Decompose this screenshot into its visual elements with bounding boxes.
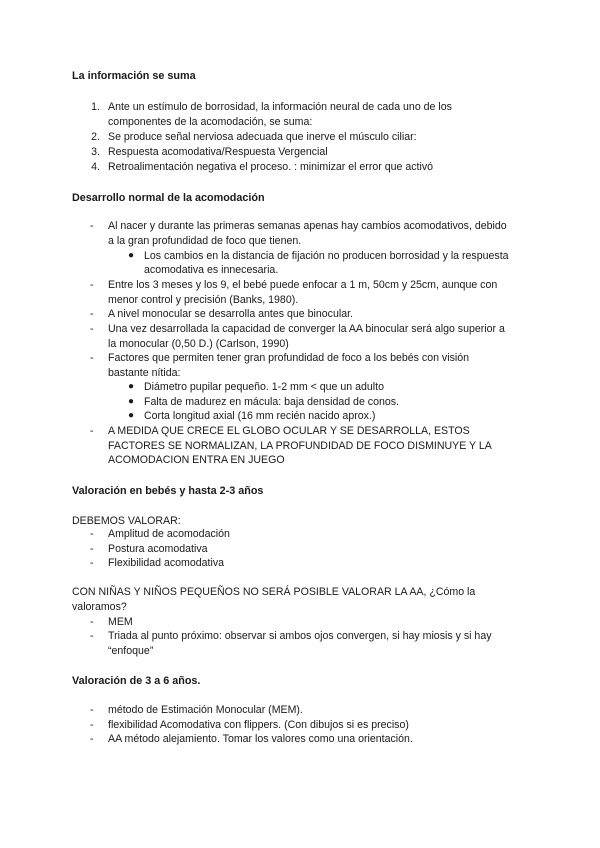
- section-heading-desarrollo: Desarrollo normal de la acomodación: [72, 192, 265, 204]
- intro-text: DEBEMOS VALORAR:: [72, 515, 181, 527]
- document-page: La información se suma 1. Ante un estímulo de borrosidad, la información neural de cada uno de los componentes de la acomodación, se suma: 2. Se produce señal nerviosa adecuada que inerve el músculo ciliar: 3. Respuesta acomodativa/Respuesta Vergencial 4. Retroalimentación negativa el proceso. : minimizar el error que activó Desarrollo normal de la acomodación - Al nacer y durante las primeras semanas apenas hay cambios acomodativos, debido a la gran profundidad de foco que tienen. ● Los cambios en la distancia de fijación no producen borrosidad y la respuesta acomodativa es innecesaria. - Entre los 3 meses y los 9, el bebé puede enfocar a 1 m, 50cm y 25cm, aunque con menor control y precisión (Banks, 1980). - A nivel monocular se desarrolla antes que binocular. - Una vez desarrollada la capacidad de converger la AA binocular será algo superior a la monocular (0,50 D.) (Carlson, 1990) - Factores que permiten tener gran profundidad de foco a los bebés con visión bastante nítida: ● Diámetro pupilar pequeño. 1-2 mm < que un adulto ● Falta de madurez en mácula: baja densidad de conos. ● Corta longitud axial (16 mm recién nacido aprox.) - A MEDIDA QUE CRECE EL GLOBO OCULAR Y SE DESARROLLA, ESTOS FACTORES SE NORMALIZAN, LA PROFUNDIDAD DE FOCO DISMINUYE Y LA ACOMODACION ENTRA EN JUEGO Valoración en bebés y hasta 2-3 años DEBEMOS VALORAR: - Amplitud de acomodación - Postura acomodativa - Flexibilidad acomodativa CON NIÑAS Y NIÑOS PEQUEÑOS NO SERÁ POSIBLE VALORAR LA AA, ¿Cómo la valoramos? - MEM - Triada al punto próximo: observar si ambos ojos convergen, si hay miosis y si hay “enfoque” Valoración de 3 a 6 años. - método de Estimación Monocular (MEM). - flexibilidad Acomodativa con flippers. (Con dibujos si es preciso) - AA método alejamiento. Tomar los valores como una orientación.: [72, 70, 509, 745]
- section-heading-informacion: La información se suma: [72, 70, 196, 82]
- section-heading-bebes: Valoración en bebés y hasta 2-3 años: [72, 485, 264, 497]
- section-heading-3-6-anos: Valoración de 3 a 6 años.: [72, 675, 201, 687]
